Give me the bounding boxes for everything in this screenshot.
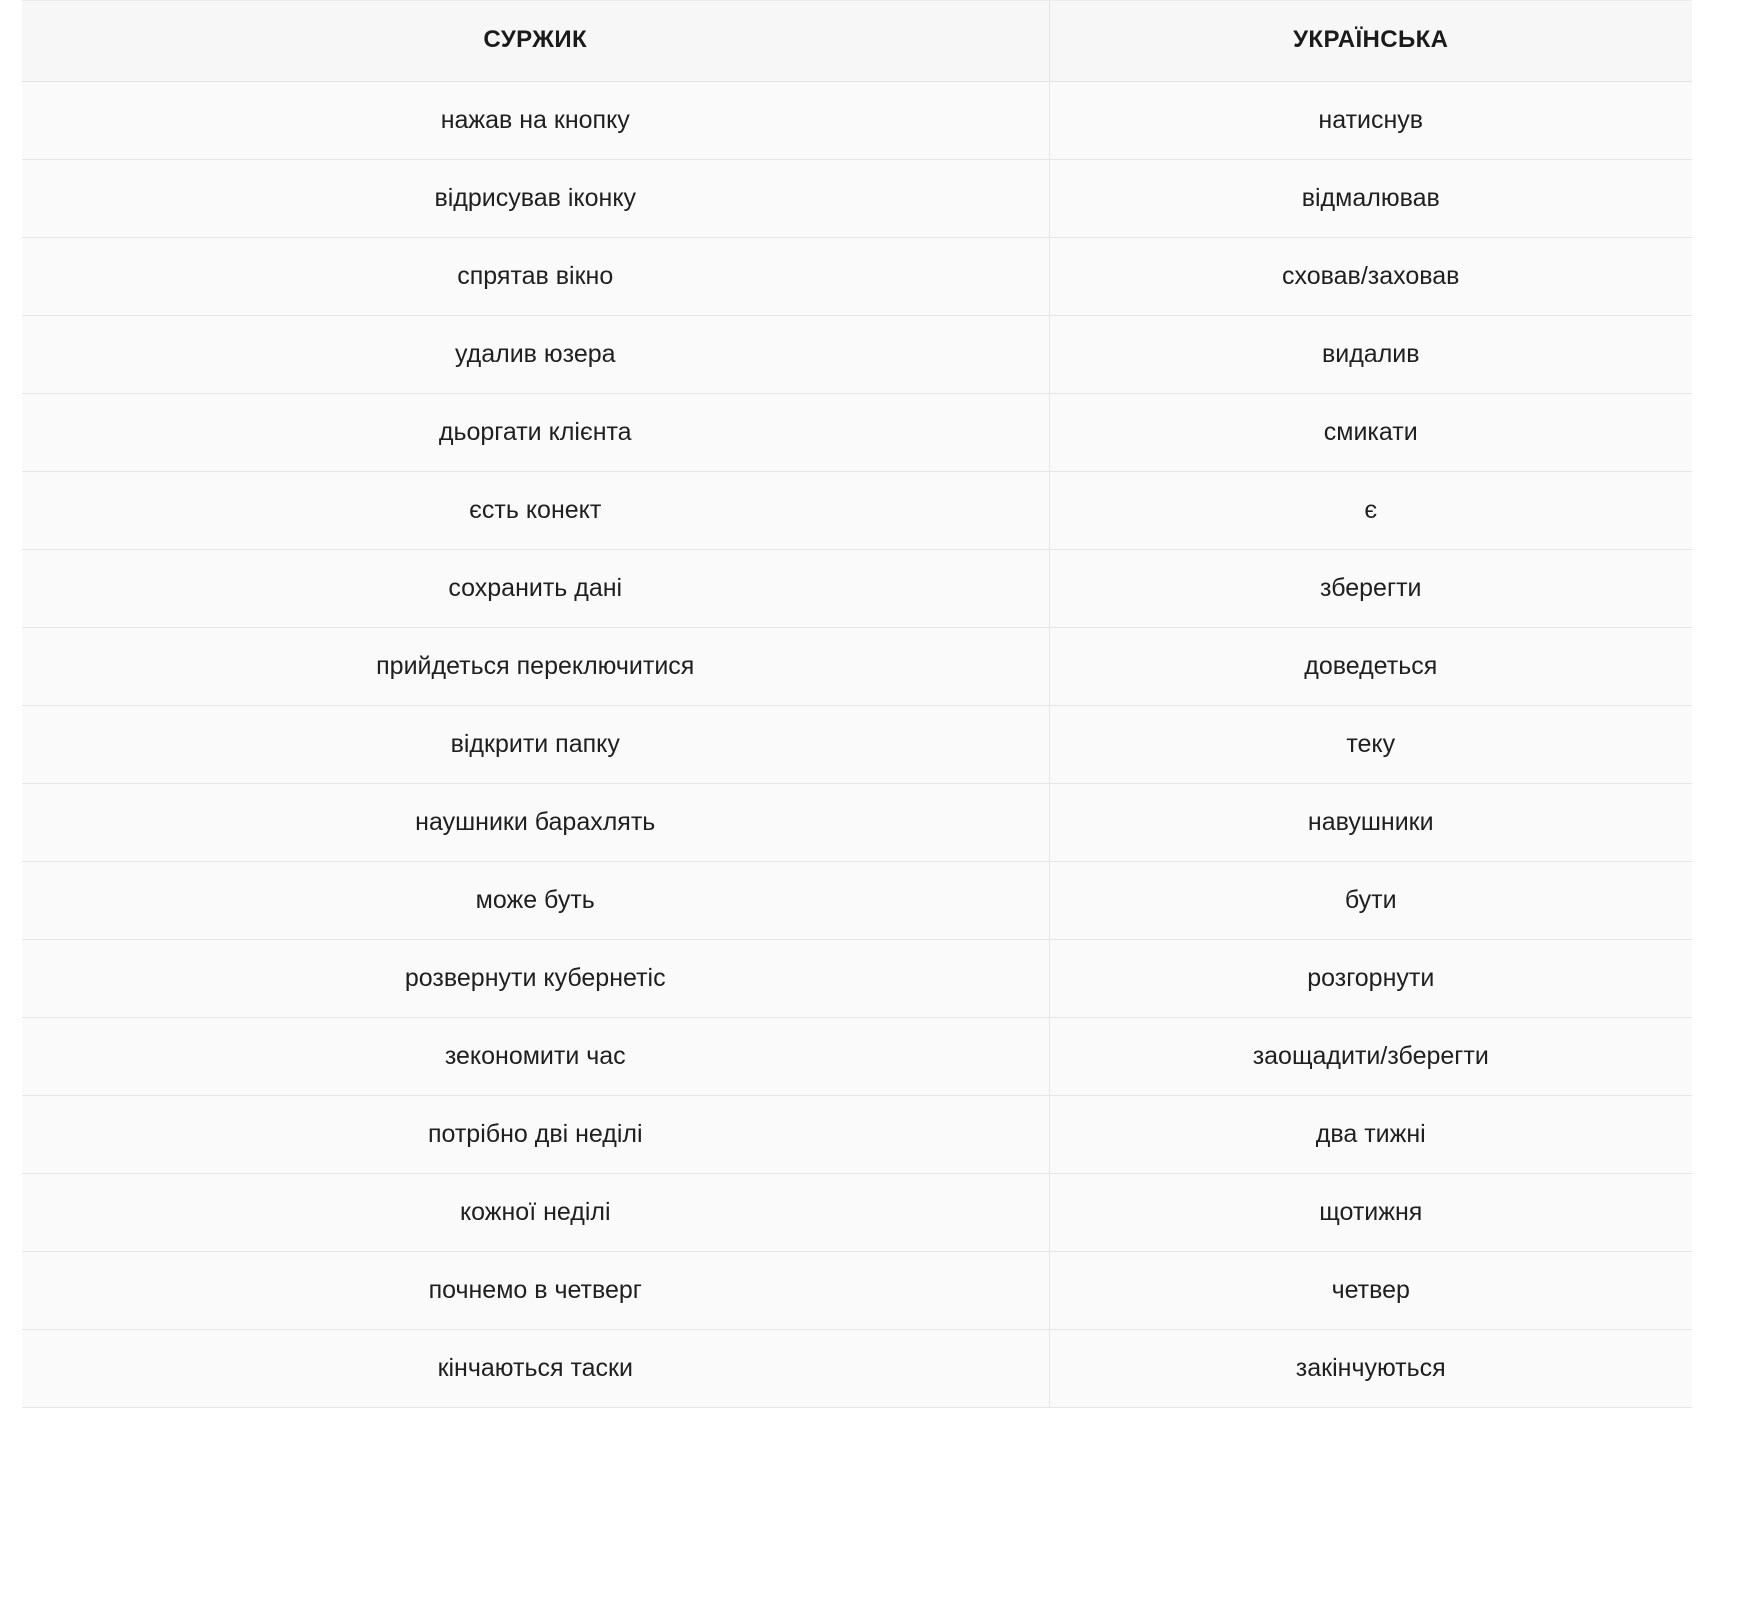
- cell-ukrainian: сховав/заховав: [1049, 238, 1692, 316]
- column-header-ukrainian: УКРАЇНСЬКА: [1049, 1, 1692, 82]
- table-row: [22, 550, 1692, 628]
- cell-surzhyk: кінчаються таски: [22, 1330, 1049, 1408]
- table-header-row: [22, 1, 1692, 82]
- cell-surzhyk: спрятав вікно: [22, 238, 1049, 316]
- cell-surzhyk: наушники барахлять: [22, 784, 1049, 862]
- table-row: [22, 706, 1692, 784]
- cell-ukrainian: розгорнути: [1049, 940, 1692, 1018]
- table-row: [22, 1096, 1692, 1174]
- cell-surzhyk: нажав на кнопку: [22, 82, 1049, 160]
- table-row: [22, 1330, 1692, 1408]
- surzhyk-ukrainian-table: [22, 0, 1692, 1408]
- cell-ukrainian: четвер: [1049, 1252, 1692, 1330]
- cell-surzhyk: дьоргати клієнта: [22, 394, 1049, 472]
- cell-ukrainian: натиснув: [1049, 82, 1692, 160]
- cell-surzhyk: прийдеться переключитися: [22, 628, 1049, 706]
- cell-surzhyk: зекономити час: [22, 1018, 1049, 1096]
- cell-surzhyk: удалив юзера: [22, 316, 1049, 394]
- cell-ukrainian: закінчуються: [1049, 1330, 1692, 1408]
- cell-ukrainian: два тижні: [1049, 1096, 1692, 1174]
- cell-surzhyk: розвернути кубернетіс: [22, 940, 1049, 1018]
- cell-ukrainian: є: [1049, 472, 1692, 550]
- cell-ukrainian: навушники: [1049, 784, 1692, 862]
- table-row: [22, 160, 1692, 238]
- table-row: [22, 1252, 1692, 1330]
- cell-ukrainian: смикати: [1049, 394, 1692, 472]
- cell-surzhyk: може буть: [22, 862, 1049, 940]
- cell-surzhyk: потрібно дві неділі: [22, 1096, 1049, 1174]
- table-body: [22, 82, 1692, 1408]
- table-row: [22, 316, 1692, 394]
- cell-ukrainian: видалив: [1049, 316, 1692, 394]
- cell-surzhyk: єсть конект: [22, 472, 1049, 550]
- table-row: [22, 1018, 1692, 1096]
- table-row: [22, 940, 1692, 1018]
- column-header-surzhyk: СУРЖИК: [22, 1, 1049, 82]
- table-row: [22, 1174, 1692, 1252]
- cell-ukrainian: заощадити/зберегти: [1049, 1018, 1692, 1096]
- cell-surzhyk: відрисував іконку: [22, 160, 1049, 238]
- table-row: [22, 472, 1692, 550]
- table-row: [22, 394, 1692, 472]
- cell-ukrainian: доведеться: [1049, 628, 1692, 706]
- table-row: [22, 82, 1692, 160]
- cell-ukrainian: відмалював: [1049, 160, 1692, 238]
- cell-surzhyk: сохранить дані: [22, 550, 1049, 628]
- cell-ukrainian: зберегти: [1049, 550, 1692, 628]
- cell-surzhyk: відкрити папку: [22, 706, 1049, 784]
- table-row: [22, 628, 1692, 706]
- cell-surzhyk: почнемо в четверг: [22, 1252, 1049, 1330]
- table-row: [22, 784, 1692, 862]
- cell-ukrainian: щотижня: [1049, 1174, 1692, 1252]
- cell-ukrainian: бути: [1049, 862, 1692, 940]
- cell-surzhyk: кожної неділі: [22, 1174, 1049, 1252]
- cell-ukrainian: теку: [1049, 706, 1692, 784]
- table-row: [22, 862, 1692, 940]
- table-row: [22, 238, 1692, 316]
- table-header: [22, 1, 1692, 82]
